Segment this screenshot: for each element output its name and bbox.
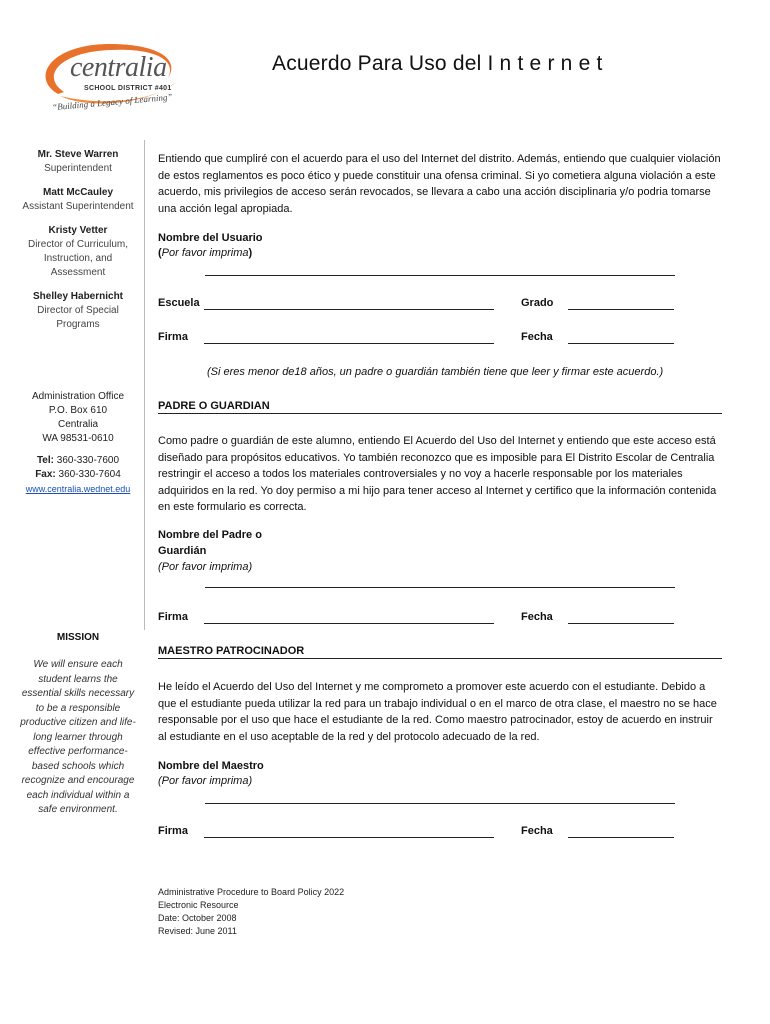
- fax-number: 360-330-7604: [58, 469, 121, 480]
- staff-role: Assistant Superintendent: [22, 201, 134, 212]
- staff-entry: [18, 148, 138, 176]
- student-sign-field[interactable]: [204, 343, 494, 344]
- staff-entry: [18, 290, 138, 332]
- mission-heading: MISSION: [56, 632, 100, 643]
- office-city: Centralia: [57, 419, 99, 430]
- staff-directory: [18, 148, 138, 342]
- staff-name: Kristy Vetter: [48, 225, 108, 236]
- footer-line: Administrative Procedure to Board Policy 2022: [158, 887, 345, 897]
- teacher-name-field[interactable]: [205, 803, 675, 804]
- parent-name-label-1: Nombre del Padre o: [158, 529, 262, 541]
- page-title: Acuerdo Para Uso del I n t e r n e t: [272, 52, 603, 75]
- staff-name: Shelley Habernicht: [32, 291, 124, 302]
- staff-name: Matt McCauley: [42, 187, 113, 198]
- grade-label: Grado: [521, 297, 554, 309]
- office-tel: [18, 454, 138, 468]
- footer-line: Date: October 2008: [158, 913, 237, 923]
- teacher-agreement-text: He leído el Acuerdo del Uso del Internet y me comprometo a promover este acuerdo con el estudiante. Debido a que el estudiante pueda utilizar la red para un trabajo individual o en el marco de otra clase, el maestro no se hace responsable por el uso que hace el estudiante de la red. Como maestro patrocinador, estoy de acuerdo en instruir al estudiante en el uso aceptable de la red y del protocolo adecuado de la red.: [158, 681, 717, 743]
- student-date-field[interactable]: [568, 343, 674, 344]
- student-sign-label: Firma: [158, 331, 188, 343]
- student-agreement-text: Entiendo que cumpliré con el acuerdo para el uso del Internet del distrito. Además, entiendo que cualquier violación de estos reglamentos es poco ético y puede constituir una ofensa criminal. Si yo cometiera alguna violación a este acuerdo, mis privilegios de acceso serán revocados, se llevara a cabo una acción disciplinaria y/o podria tomarse una acción legal apropiada.: [158, 153, 721, 215]
- print-note-inner: Por favor imprima: [161, 247, 249, 259]
- teacher-print-note: (Por favor imprima): [158, 775, 253, 787]
- parent-date-label: Fecha: [521, 611, 553, 623]
- student-date-label: Fecha: [521, 331, 553, 343]
- office-contact: [18, 390, 138, 496]
- footer-line: Electronic Resource: [158, 900, 239, 910]
- parent-agreement-text: Como padre o guardián de este alumno, entiendo El Acuerdo del Uso del Internet y entiendo que este acceso está diseñado para propósitos educativos. Yo también reconozco que es imposible para El Distrito Escolar de Centralia restringir el acceso a todos los materiales controversiales y no voy a hacerle responsable por los materiales adquiridos en la red. Yo doy permiso a mi hijo para tener acceso al Internet y certifico que la información contenida en este formulario es correcta.: [158, 435, 717, 513]
- teacher-date-field[interactable]: [568, 837, 674, 838]
- staff-role: Superintendent: [44, 163, 112, 174]
- school-field[interactable]: [204, 309, 494, 310]
- footer-line: Revised: June 2011: [158, 926, 237, 936]
- teacher-rule: [158, 658, 722, 659]
- user-name-field[interactable]: [205, 275, 675, 276]
- parent-sign-field[interactable]: [204, 623, 494, 624]
- mission-text: We will ensure each student learns the essential skills necessary to be a responsible productive citizen and life-long learner through effective performance-based schools which recognize and encourage each individual within a safe environment.: [20, 659, 136, 815]
- district-logo: [30, 38, 180, 118]
- teacher-sign-field[interactable]: [204, 837, 494, 838]
- user-name-label: Nombre del Usuario: [158, 232, 263, 244]
- teacher-name-label: Nombre del Maestro: [158, 760, 264, 772]
- teacher-date-label: Fecha: [521, 825, 553, 837]
- teacher-sign-label: Firma: [158, 825, 188, 837]
- tel-number: 360-330-7600: [56, 455, 120, 466]
- parent-print-note: (Por favor imprima): [158, 561, 253, 573]
- logo-tagline: “Building a Legacy of Learning”: [51, 91, 173, 113]
- user-print-note: (Por favor imprima): [158, 247, 253, 259]
- logo-wordmark: centralia: [70, 52, 167, 83]
- website-link[interactable]: www.centralia.wednet.edu: [25, 484, 131, 494]
- staff-entry: [18, 186, 138, 214]
- office-fax: [18, 468, 138, 482]
- staff-entry: [18, 224, 138, 280]
- parent-date-field[interactable]: [568, 623, 674, 624]
- office-box: P.O. Box 610: [48, 405, 108, 416]
- parent-name-field[interactable]: [205, 587, 675, 588]
- parent-name-label-2: Guardián: [158, 545, 207, 557]
- minor-note: (Si eres menor de18 años, un padre o guardián también tiene que leer y firmar este acuerdo.): [207, 366, 664, 378]
- staff-name: Mr. Steve Warren: [37, 149, 119, 160]
- teacher-heading: MAESTRO PATROCINADOR: [158, 645, 305, 657]
- fax-label: Fax:: [35, 469, 56, 480]
- tel-label: Tel:: [36, 455, 54, 466]
- logo-district: SCHOOL DISTRICT #401: [84, 85, 172, 92]
- parent-rule: [158, 413, 722, 414]
- parent-sign-label: Firma: [158, 611, 188, 623]
- school-label: Escuela: [158, 297, 200, 309]
- staff-role: Director of Special Programs: [37, 305, 119, 330]
- policy-footer: [158, 886, 344, 938]
- staff-role: Director of Curriculum, Instruction, and Assessment: [27, 239, 129, 278]
- sidebar-divider: [144, 140, 145, 630]
- parent-heading: PADRE O GUARDIAN: [158, 400, 270, 412]
- office-label: Administration Office: [31, 391, 125, 402]
- office-state: WA 98531-0610: [42, 433, 114, 444]
- grade-field[interactable]: [568, 309, 674, 310]
